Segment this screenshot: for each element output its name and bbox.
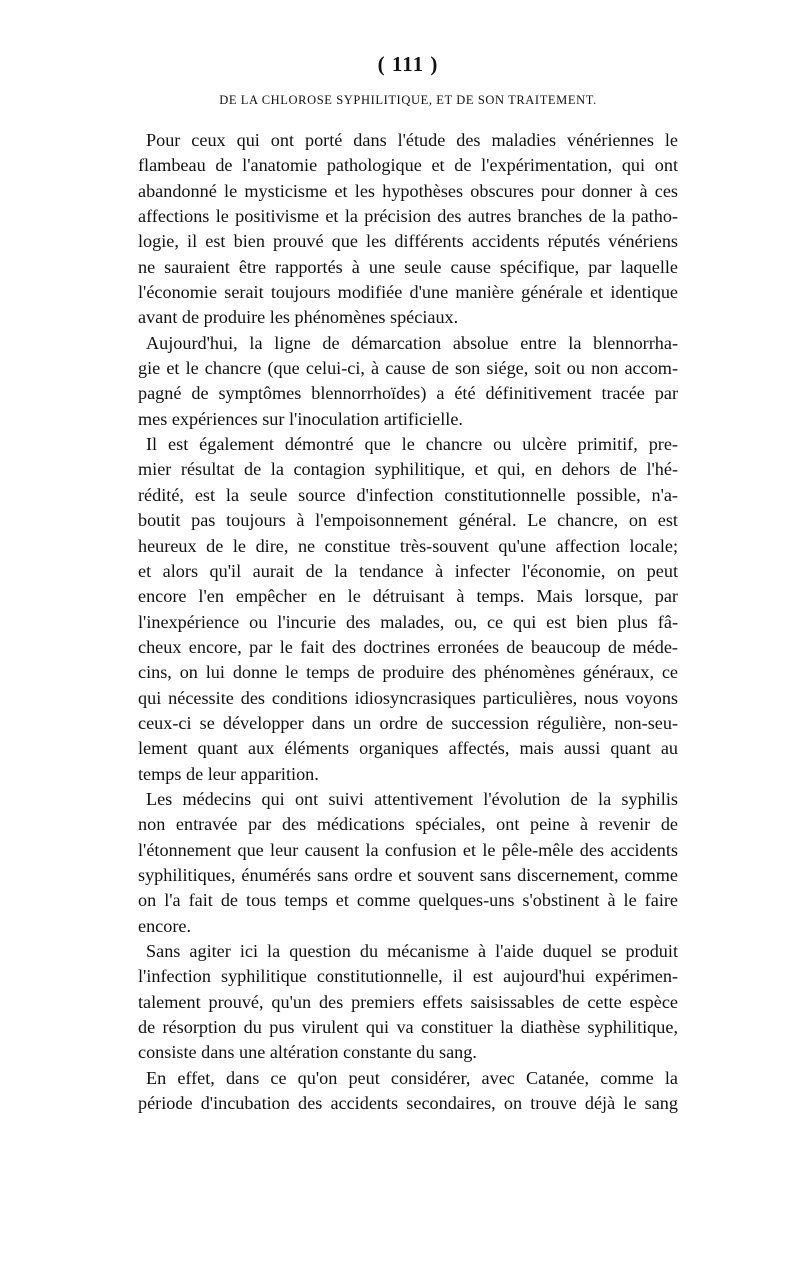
paragraph <box>138 331 678 432</box>
text-line: En effet, dans ce qu'on peut considérer, avec Catanée, comme la <box>146 1067 678 1088</box>
text-line: l'inexpérience ou l'incurie des malades, ou, ce qui est bien plus fâ- <box>138 611 678 632</box>
text-line: affections le positivisme et la précision des autres branches de la patho- <box>138 206 678 227</box>
text-line: pagné de symptômes blennorrhoïdes) a été définitivement tracée par <box>138 383 678 404</box>
book-page <box>138 52 678 1116</box>
text-line: l'économie serait toujours modifiée d'une manière générale et identique <box>138 282 678 303</box>
text-line: boutit pas toujours à l'empoisonnement général. Le chancre, on est <box>138 510 678 531</box>
text-line: avant de produire les phénomènes spéciaux. <box>138 307 459 328</box>
text-line: lement quant aux éléments organiques affectés, mais aussi quant au <box>138 738 678 759</box>
text-line: syphilitiques, énumérés sans ordre et souvent sans discernement, comme <box>138 864 678 885</box>
text-line: cheux encore, par le fait des doctrines erronées de beaucoup de méde- <box>138 636 678 657</box>
text-line: ne sauraient être rapportés à une seule cause spécifique, par laquelle <box>138 256 678 277</box>
text-line: qui nécessite des conditions idiosyncrasiques particulières, nous voyons <box>138 687 678 708</box>
text-line: période d'incubation des accidents secondaires, on trouve déjà le sang <box>138 1093 678 1114</box>
paragraph <box>138 128 678 331</box>
text-line: cins, on lui donne le temps de produire des phénomènes généraux, ce <box>138 662 678 683</box>
text-line: temps de leur apparition. <box>138 763 319 784</box>
text-line: Les médecins qui ont suivi attentivement l'évolution de la syphilis <box>146 788 678 809</box>
text-line: consiste dans une altération constante du sang. <box>138 1042 477 1063</box>
text-line: et alors qu'il aurait de la tendance à infecter l'économie, on peut <box>138 560 678 581</box>
text-line: encore l'en empêcher en le détruisant à temps. Mais lorsque, par <box>138 586 678 607</box>
paragraph <box>138 1066 678 1117</box>
paragraph <box>138 939 678 1066</box>
text-line: l'infection syphilitique constitutionnelle, il est aujourd'hui expérimen- <box>138 966 678 987</box>
text-line: flambeau de l'anatomie pathologique et de l'expérimentation, qui ont <box>138 155 678 176</box>
text-line: de résorption du pus virulent qui va constituer la diathèse syphilitique, <box>138 1017 678 1038</box>
text-line: Il est également démontré que le chancre ou ulcère primitif, pre- <box>146 434 678 455</box>
text-line: rédité, est la seule source d'infection constitutionnelle possible, n'a- <box>138 484 678 505</box>
text-line: Pour ceux qui ont porté dans l'étude des maladies vénériennes le <box>146 130 678 150</box>
paragraph <box>138 787 678 939</box>
body-text <box>138 128 678 1116</box>
section-heading: DE LA CHLOROSE SYPHILITIQUE, ET DE SON TRAITEMENT. <box>219 93 597 107</box>
text-line: abandonné le mysticisme et les hypothèses obscures pour donner à ces <box>138 180 678 201</box>
text-line: on l'a fait de tous temps et comme quelques-uns s'obstinent à le faire <box>138 890 678 911</box>
paragraph <box>138 432 678 787</box>
text-line: talement prouvé, qu'un des premiers effets saisissables de cette espèce <box>138 991 678 1012</box>
text-line: Sans agiter ici la question du mécanisme à l'aide duquel se produit <box>146 941 678 961</box>
text-line: logie, il est bien prouvé que les différents accidents réputés vénériens <box>138 231 678 252</box>
page-number: ( 111 ) <box>377 52 439 76</box>
text-line: heureux de le dire, ne constitue très-souvent qu'une affection locale; <box>138 535 678 556</box>
text-line: l'étonnement que leur causent la confusion et le pêle-mêle des accidents <box>138 839 678 860</box>
text-line: ceux-ci se développer dans un ordre de succession régulière, non-seu- <box>138 712 678 733</box>
text-line: gie et le chancre (que celui-ci, à cause de son siége, soit ou non accom- <box>138 358 678 379</box>
text-line: Aujourd'hui, la ligne de démarcation absolue entre la blennorrha- <box>146 332 678 353</box>
text-line: encore. <box>138 915 192 936</box>
text-line: non entravée par des médications spéciales, ont peine à revenir de <box>138 814 678 835</box>
text-line: mes expériences sur l'inoculation artificielle. <box>138 408 463 429</box>
text-line: mier résultat de la contagion syphilitique, et qui, en dehors de l'hé- <box>138 459 678 480</box>
